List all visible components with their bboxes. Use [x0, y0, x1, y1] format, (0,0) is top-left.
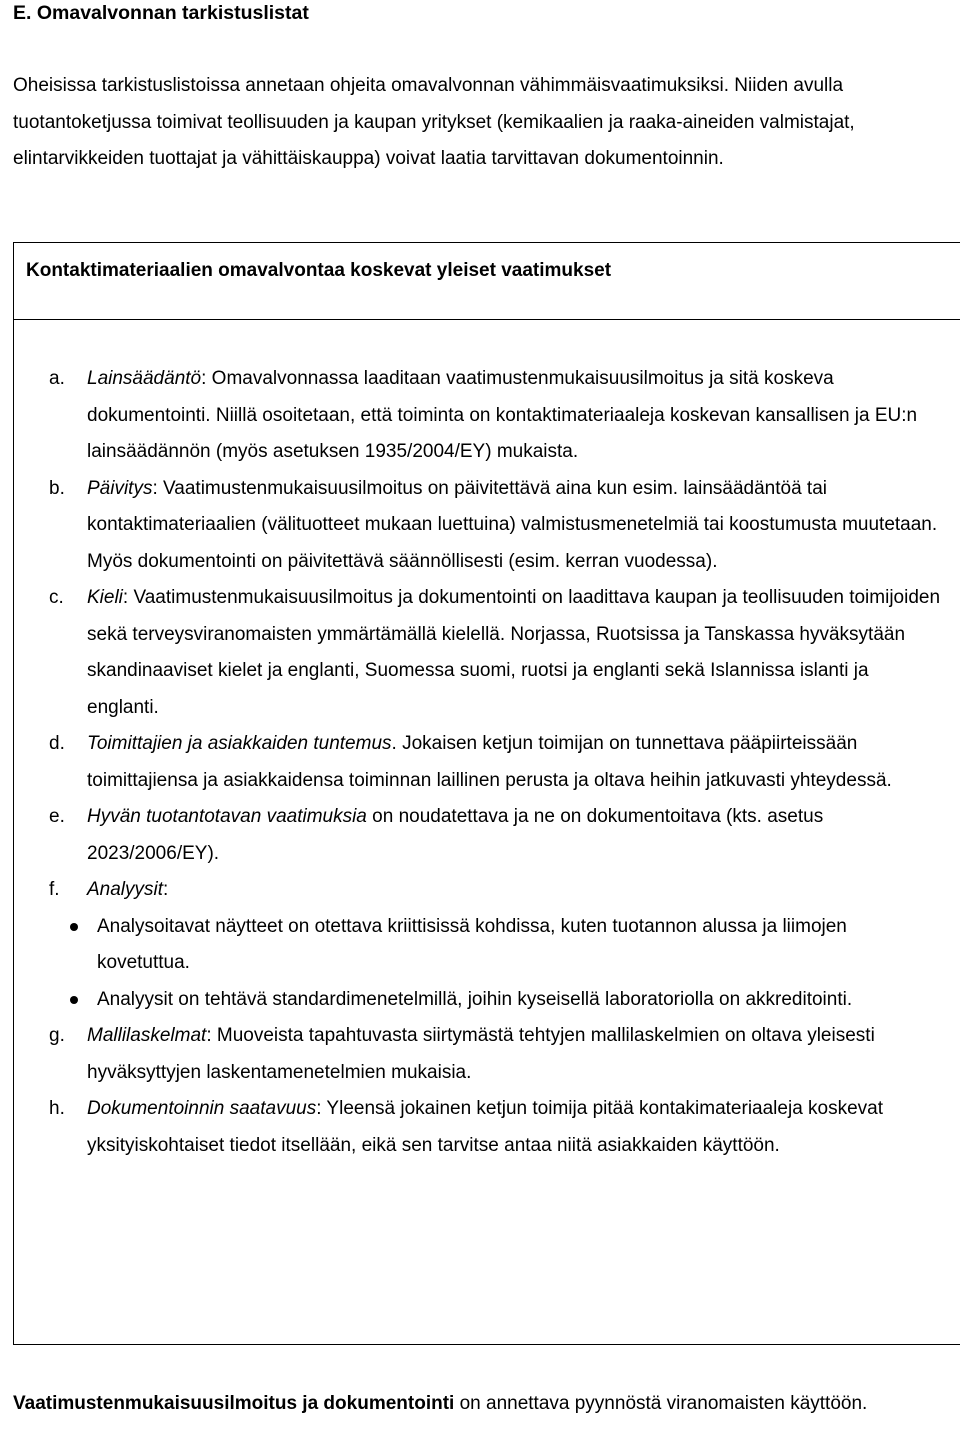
item-separator: . — [391, 733, 403, 754]
section-title: E. Omavalvonnan tarkistuslistat — [13, 2, 309, 24]
item-term: Mallilaskelmat — [87, 1025, 207, 1046]
item-text: Vaatimustenmukaisuusilmoitus on päivitettävä aina kun esim. lainsäädäntöä tai kontaktimateriaalien (välituotteet mukaan luettuina) valmistusmenetelmiä tai koostumusta muutetaan. Myös dokumentointi on päivitettävä säännöllisesti (esim. kerran vuodessa). — [87, 477, 938, 572]
item-term: Kieli — [87, 587, 123, 608]
item-marker: b. — [49, 477, 65, 499]
requirements-header-box — [13, 242, 960, 320]
list-item — [49, 361, 944, 471]
requirements-heading: Kontaktimateriaalien omavalvontaa koskevat yleiset vaatimukset — [26, 260, 612, 281]
list-item — [49, 1091, 944, 1164]
analysis-bullets — [87, 909, 944, 1019]
item-marker: c. — [49, 587, 64, 608]
item-separator: : — [206, 1025, 217, 1046]
item-separator: : — [152, 477, 164, 499]
item-separator: : — [201, 368, 212, 389]
intro-paragraph: Oheisissa tarkistuslistoissa annetaan ohjeita omavalvonnan vähimmäisvaatimuksiksi. Niiden avulla tuotantoketjussa toimivat teollisuuden ja kaupan yritykset (kemikaalien ja raaka-aineiden valmistajat, elintarvikkeiden tuottajat ja vähittäiskauppa) voivat laatia tarvittavan dokumentoinnin. — [13, 75, 855, 169]
item-text: Omavalvonnassa laaditaan vaatimustenmukaisuusilmoitus ja sitä koskeva dokumentointi. Niillä osoitetaan, että toiminta on kontaktimateriaaleja koskevan kansallisen ja EU:n lainsäädännön (myös asetuksen 1935/2004/EY) mukaista. — [87, 368, 918, 462]
item-term: Dokumentoinnin saatavuus — [87, 1098, 317, 1119]
list-item — [49, 872, 944, 1018]
list-item — [49, 580, 944, 726]
list-item — [49, 799, 944, 872]
footer-paragraph — [13, 1386, 943, 1423]
item-term: Toimittajien ja asiakkaiden tuntemus — [87, 733, 392, 754]
item-text: Yleensä jokainen ketjun toimija pitää kontakimateriaaleja koskevat yksityiskohtaiset tiedot itsellään, eikä sen tarvitse antaa niitä asiakkaiden käyttöön. — [87, 1098, 884, 1156]
item-text: on noudatettava ja ne on dokumentoitava (kts. asetus 2023/2006/EY). — [87, 806, 824, 864]
item-term: Analyysit — [87, 879, 164, 900]
bullet-item — [73, 909, 944, 982]
item-separator: : — [122, 587, 134, 608]
list-item — [49, 1018, 944, 1091]
footer-text: on annettava pyynnöstä viranomaisten käyttöön. — [454, 1393, 868, 1414]
item-text: Vaatimustenmukaisuusilmoitus ja dokumentointi on laadittava kaupan ja teollisuuden toimijoiden sekä terveysviranomaisten ymmärtämällä kielellä. Norjassa, Ruotsissa ja Tanskassa hyväksytään skandinaaviset kielet ja englanti, Suomessa suomi, ruotsi ja englanti sekä Islannissa islanti ja englanti. — [87, 587, 941, 718]
bullet-text: Analysoitavat näytteet on otettava kriittisissä kohdissa, kuten tuotannon alussa ja liimojen kovetuttua. — [97, 915, 847, 973]
bullet-item — [73, 982, 944, 1019]
requirements-list — [49, 361, 944, 1164]
item-marker: f. — [49, 879, 60, 900]
item-marker: a. — [49, 368, 65, 389]
item-marker: e. — [49, 806, 65, 827]
item-term: Päivitys — [87, 477, 153, 499]
item-separator: : — [316, 1098, 327, 1119]
list-item — [49, 726, 944, 799]
item-marker: d. — [49, 733, 65, 754]
footer-bold-text: Vaatimustenmukaisuusilmoitus ja dokumentointi — [13, 1393, 455, 1414]
item-term: Lainsäädäntö — [87, 368, 202, 389]
bullet-dot-icon — [70, 996, 78, 1004]
item-text: Muoveista tapahtuvasta siirtymästä tehtyjen mallilaskelmien on oltava yleisesti hyväksyttyjen laskentamenetelmien mukaisia. — [87, 1025, 875, 1083]
list-item — [49, 471, 944, 581]
item-separator: : — [163, 879, 169, 900]
bullet-text: Analyysit on tehtävä standardimenetelmillä, joihin kyseisellä laboratoriolla on akkreditointi. — [97, 988, 853, 1010]
bullet-dot-icon — [70, 923, 78, 931]
item-marker: h. — [49, 1098, 65, 1119]
item-marker: g. — [49, 1025, 65, 1046]
item-text: Jokaisen ketjun toimijan on tunnettava pääpiirteissään toimittajiensa ja asiakkaidensa toiminnan laillinen perusta ja oltava heihin jatkuvasti yhteydessä. — [87, 733, 892, 791]
item-term: Hyvän tuotantotavan vaatimuksia — [87, 806, 367, 827]
requirements-content-box — [13, 319, 960, 1345]
